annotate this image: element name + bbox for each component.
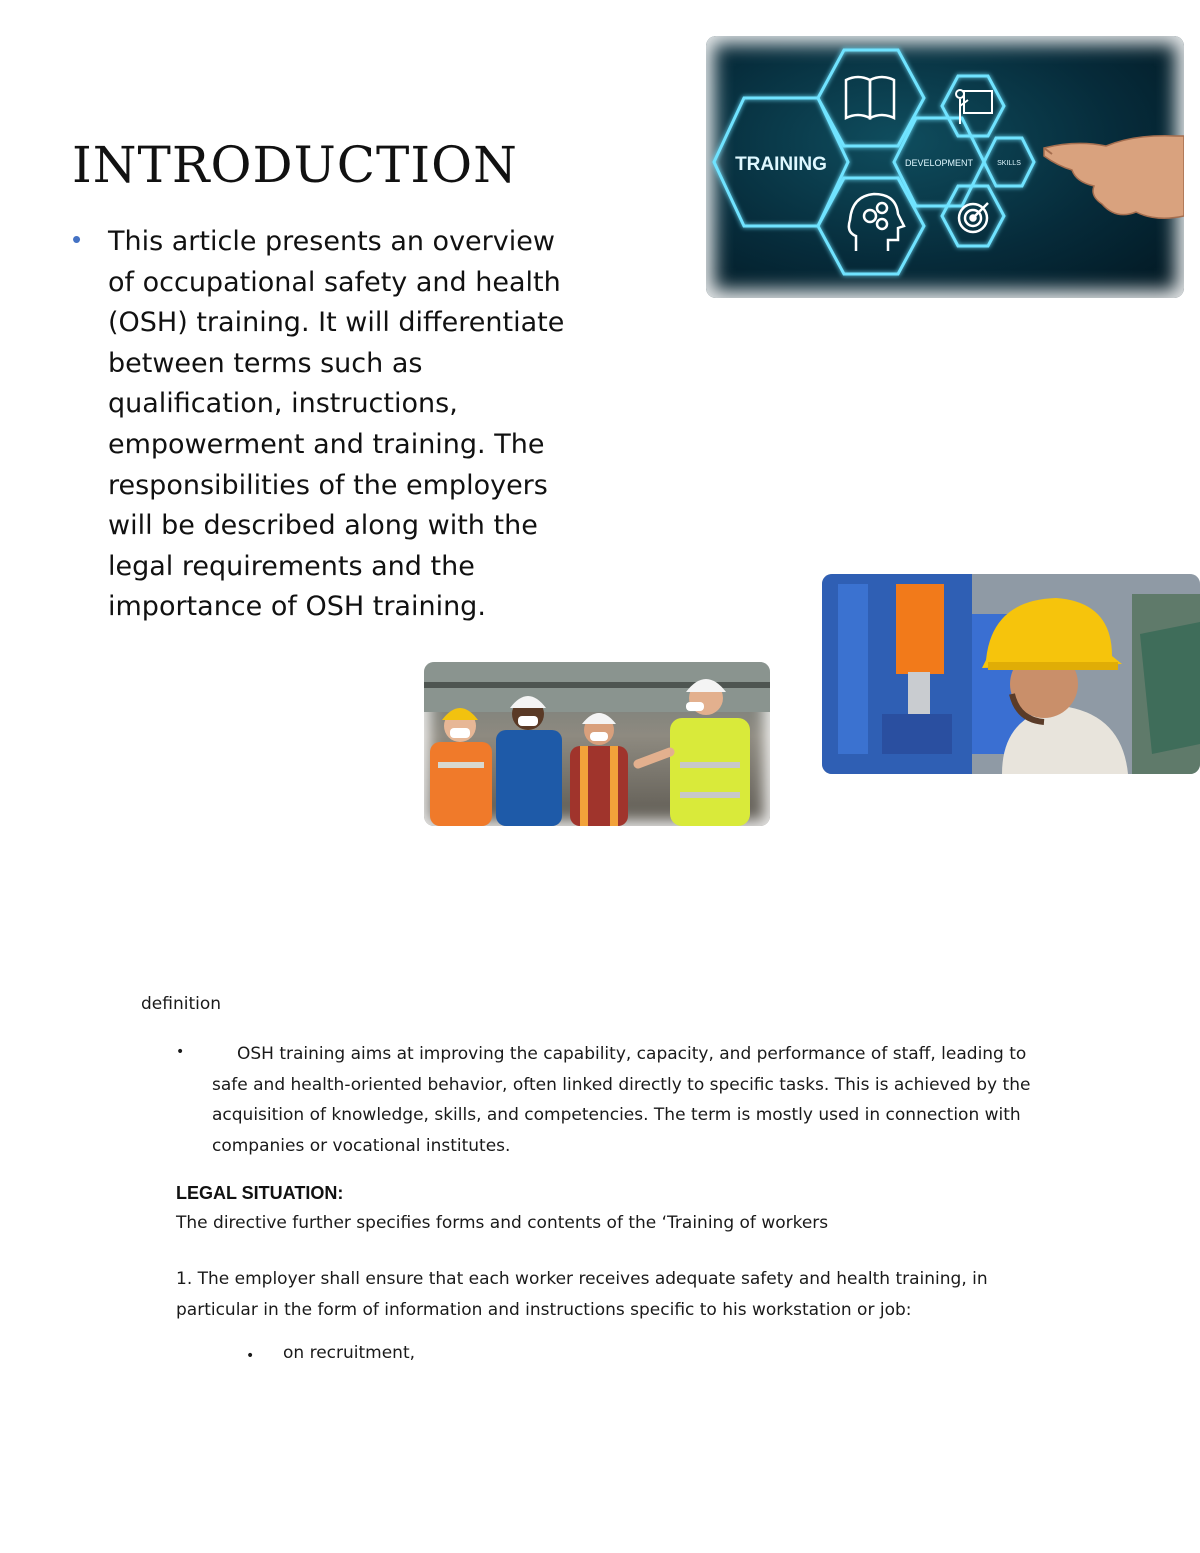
machine-orange-block: [896, 584, 944, 674]
legal-situation-heading: LEGAL SITUATION:: [176, 1183, 344, 1203]
target-icon: [959, 203, 988, 232]
intro-paragraph: This article presents an overview of occupational safety and health (OSH) training. It will differentiate between terms such as qualification, instructions, empowerment and training. The responsibilities of the employers will be described along with the legal requirements and the importance of OSH training.: [108, 226, 565, 623]
training-hexagon-image: [706, 36, 1184, 298]
machine-operator-photo: [822, 574, 1200, 774]
bullet-icon: •: [72, 224, 82, 254]
worker-plaid-vest: [570, 713, 628, 826]
intro-bullet-item: [72, 222, 572, 628]
worker-blue-overall: [496, 696, 562, 826]
definition-paragraph: OSH training aims at improving the capability, capacity, and performance of staff, leading to safe and health-oriented behavior, often linked directly to specific tasks. This is achieved by the acquisition of knowledge, skills, and competencies. The term is mostly used in connection with companies or vocational institutes.: [212, 1044, 1031, 1156]
bullet-icon: •: [176, 1044, 185, 1060]
training-hexagon-graphic: [706, 36, 1184, 298]
skills-label: SKILLS: [997, 160, 1021, 167]
recruitment-bullet-text: on recruitment,: [283, 1343, 416, 1363]
machine-illustration: [822, 574, 1200, 774]
workers-illustration: [424, 662, 770, 826]
worker-orange-vest: [430, 708, 492, 826]
book-icon: [846, 77, 894, 118]
training-label: TRAINING: [735, 154, 827, 175]
definition-label: definition: [141, 994, 222, 1014]
intro-heading: INTRODUCTION: [72, 136, 518, 194]
legal-point-1: 1. The employer shall ensure that each worker receives adequate safety and health training, in particular in the form of information and instructions specific to his workstation or job:: [176, 1269, 988, 1320]
pointing-hand-icon: [1044, 136, 1184, 219]
development-label: DEVELOPMENT: [904, 158, 974, 168]
hexagon-presenter: [942, 76, 1004, 136]
bullet-icon: •: [246, 1348, 255, 1364]
workers-training-photo: [424, 662, 770, 826]
head-gears-icon: [849, 194, 904, 251]
legal-intro-text: The directive further specifies forms and contents of the ‘Training of workers: [176, 1213, 829, 1233]
